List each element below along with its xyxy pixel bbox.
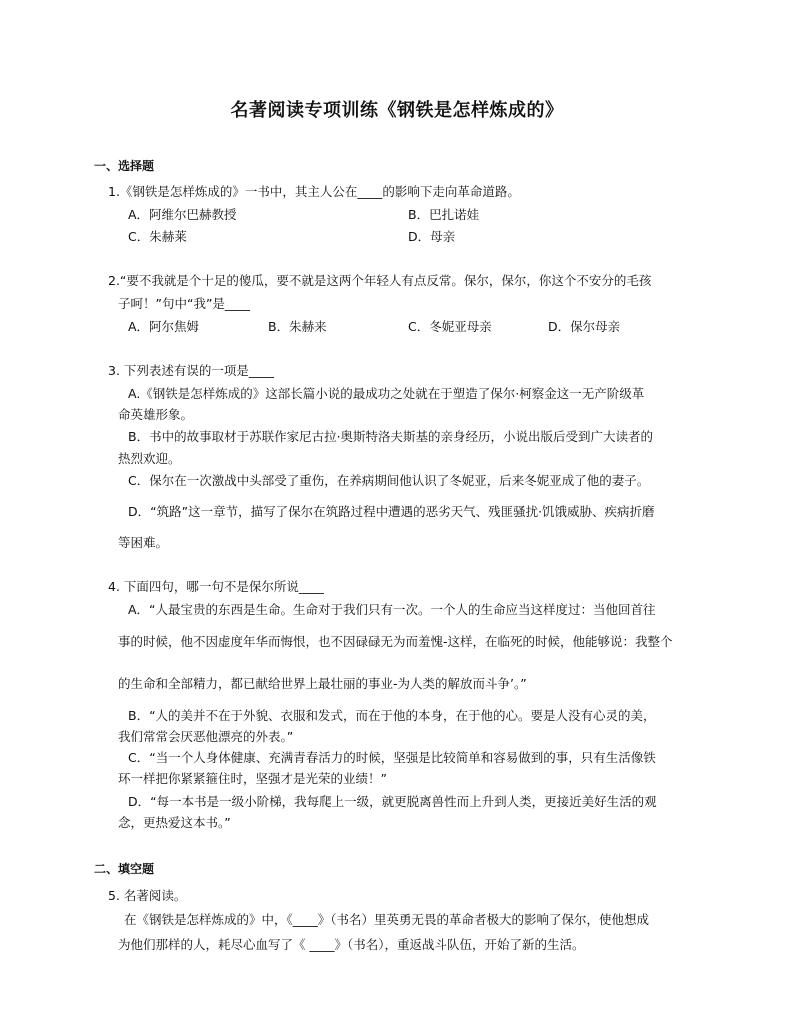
- question-1-option-b: B．巴扎诺娃: [408, 207, 480, 222]
- question-4-option-b-line-1: B．“人的美并不在于外貌、衣服和发式，而在于他的本身，在于他的心。要是人没有心灵的美，: [128, 708, 656, 723]
- question-1-stem: 1.《钢铁是怎样炼成的》一书中，其主人公在____的影响下走向革命道路。: [108, 184, 520, 199]
- question-5-line-1: 在《钢铁是怎样炼成的》中，《____》（书名）里英勇无畏的革命者极大的影响了保尔，使他想成: [124, 912, 650, 927]
- question-2-stem-line-1: 2.“要不我就是个十足的傻瓜，要不就是这两个年轻人有点反常。保尔，保尔，你这个不安分的毛孩: [108, 273, 652, 288]
- question-3-stem: 3. 下列表述有误的一项是____: [108, 363, 274, 378]
- question-3-option-b-line-2: 热烈欢迎。: [118, 451, 181, 466]
- question-4-option-c-line-2: 环一样把你紧紧箍住时，坚强才是光荣的业绩！”: [118, 771, 387, 786]
- question-2-option-b: B．朱赫来: [268, 319, 327, 334]
- question-3-option-d-line-1: D．“筑路”这一章节，描写了保尔在筑路过程中遭遇的恶劣天气、残匪骚扰·饥饿威胁、疾病折磨: [128, 504, 655, 519]
- question-2-stem-line-2: 子呵！”句中“我”是____: [118, 296, 250, 311]
- section-heading-fill: 二、填空题: [94, 862, 155, 876]
- question-4-option-d-line-1: D．“每一本书是一级小阶梯，我每爬上一级，就更脱离兽性而上升到人类，更接近美好生活的观: [128, 794, 657, 809]
- question-3-option-d-line-2: 等困难。: [118, 535, 169, 550]
- question-5-line-2: 为他们那样的人，耗尽心血写了《 ____》（书名），重返战斗队伍，开始了新的生活。: [118, 937, 585, 952]
- question-2-option-d: D．保尔母亲: [548, 319, 621, 334]
- question-1-option-d: D．母亲: [408, 229, 456, 244]
- question-4-option-d-line-2: 念，更热爱这本书。”: [118, 815, 231, 830]
- page-title: 名著阅读专项训练《钢铁是怎样炼成的》: [230, 100, 564, 121]
- question-3-option-b-line-1: B．书中的故事取材于苏联作家尼古拉·奥斯特洛夫斯基的亲身经历，小说出版后受到广大读者的: [128, 429, 654, 444]
- question-5-stem: 5. 名著阅读。: [108, 888, 187, 903]
- question-4-option-a-line-3: 的生命和全部精力，都已献给世界上最壮丽的事业-为人类的解放而斗争’。”: [118, 676, 527, 691]
- question-2-option-c: C．冬妮亚母亲: [408, 319, 492, 334]
- question-3-option-c: C．保尔在一次激战中头部受了重伤，在养病期间他认识了冬妮亚，后来冬妮亚成了他的妻子。: [128, 473, 650, 488]
- question-4-option-a-line-2: 事的时候，他不因虚度年华而悔恨，也不因碌碌无为而羞愧-这样，在临死的时候，他能够说：我整个: [118, 634, 673, 649]
- question-4-option-a-line-1: A．“人最宝贵的东西是生命。生命对于我们只有一次。一个人的生命应当这样度过：当他回首往: [128, 602, 656, 617]
- question-3-option-a-line-1: A.《钢铁是怎样炼成的》这部长篇小说的最成功之处就在于塑造了保尔·柯察金这一无产阶级革: [128, 386, 645, 401]
- question-3-option-a-line-2: 命英雄形象。: [118, 407, 194, 422]
- question-4-option-c-line-1: C．“当一个人身体健康、充满青春活力的时候，坚强是比较简单和容易做到的事，只有生活像铁: [128, 750, 656, 765]
- question-2-option-a: A．阿尔焦姆: [128, 319, 200, 334]
- question-4-option-b-line-2: 我们常常会厌恶他漂亮的外表。”: [118, 729, 294, 744]
- section-heading-choice: 一、选择题: [94, 159, 155, 173]
- question-1-option-a: A．阿维尔巴赫教授: [128, 207, 237, 222]
- question-4-stem: 4. 下面四句，哪一句不是保尔所说____: [108, 579, 324, 594]
- question-1-option-c: C．朱赫莱: [128, 229, 187, 244]
